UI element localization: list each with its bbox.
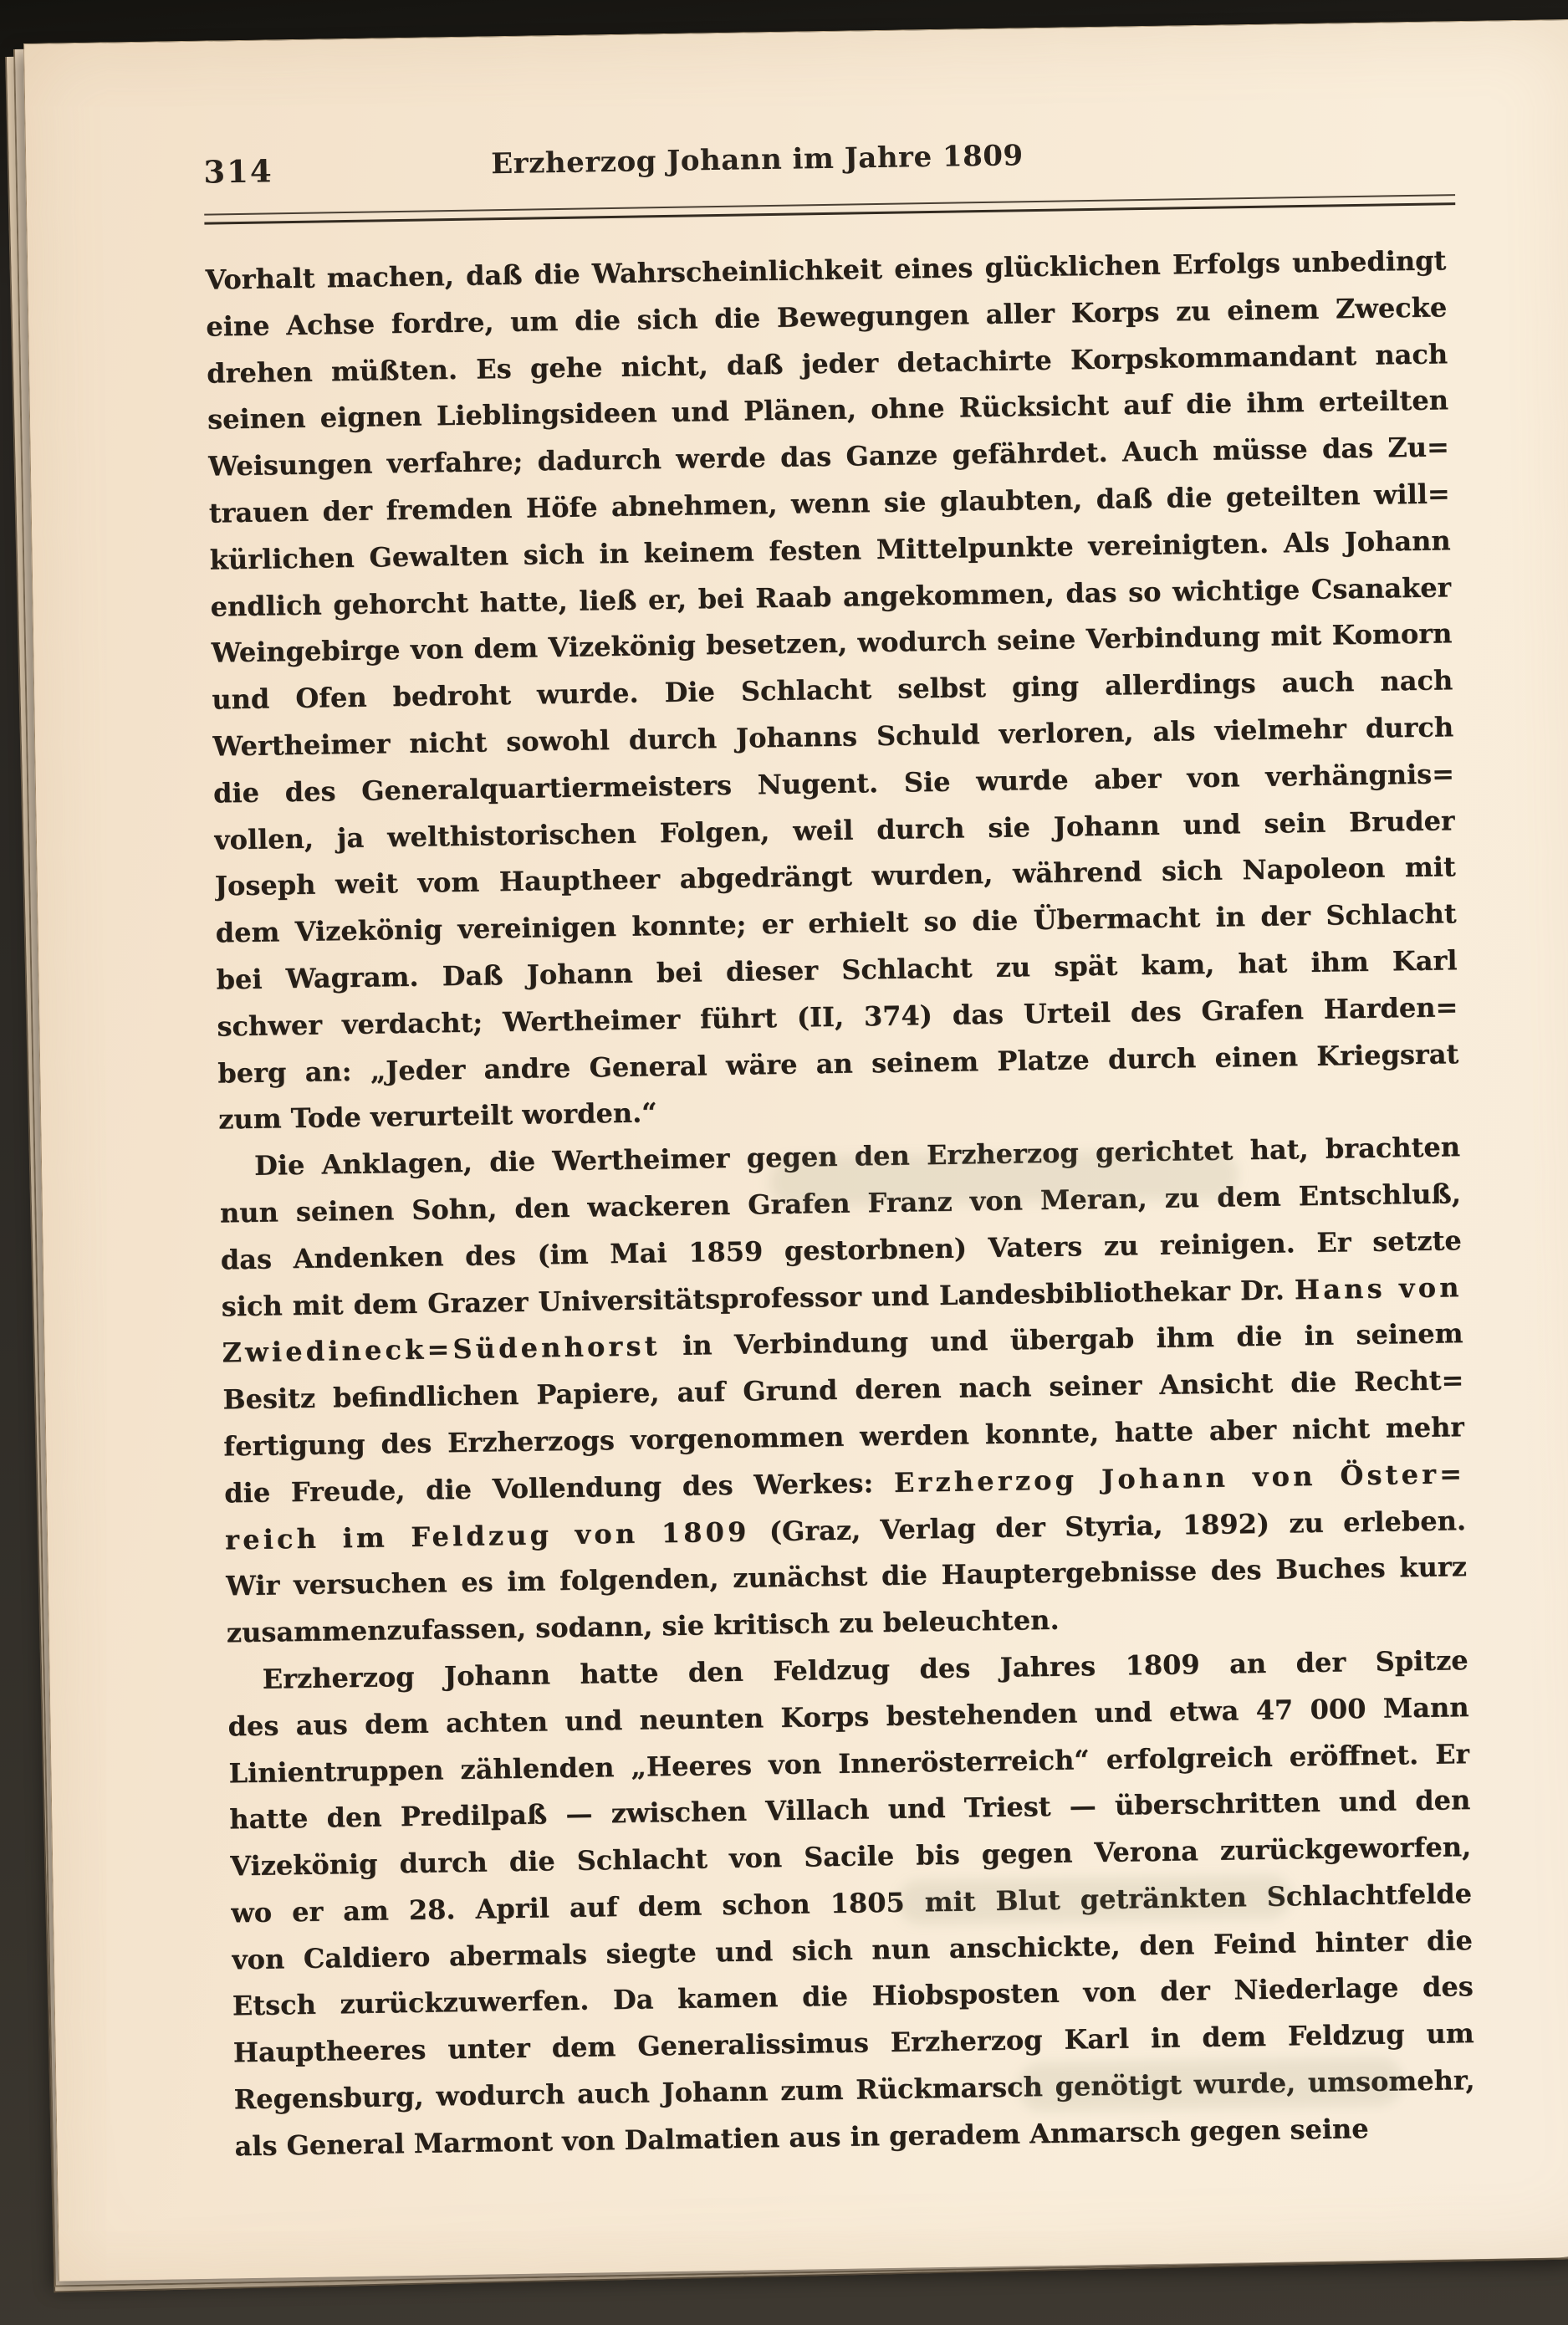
text-segment: sich mit dem Grazer Universitätsprofessor und Landesbibliothekar Dr. xyxy=(221,1273,1295,1322)
text-line: Regensburg, wodurch auch Johann zum Rückmarsch genötigt wurde, umsomehr, xyxy=(233,2064,1475,2116)
text-line: Weingebirge von dem Vizekönig besetzen, wodurch seine Verbindung mit Komorn xyxy=(211,617,1453,669)
text-segment: (Graz, Verlag der Styria, 1892) zu erleben. xyxy=(749,1504,1467,1548)
text-line: endlich gehorcht hatte, ließ er, bei Raab angekommen, das so wichtige Csanaker xyxy=(210,570,1452,623)
text-line: seinen eignen Lieblingsideen und Plänen, ohne Rücksicht auf die ihm erteilten xyxy=(207,384,1449,436)
emphasized-text: reich im Feldzug von 1809 xyxy=(224,1515,750,1556)
text-line: von Caldiero abermals siegte und sich nun anschickte, den Feind hinter die xyxy=(231,1924,1474,1976)
running-header: Erzherzog Johann im Jahre 1809 xyxy=(491,139,1024,181)
text-line: Vorhalt machen, daß die Wahrscheinlichkeit eines glücklichen Erfolgs unbedingt xyxy=(205,244,1447,296)
text-line: Joseph weit vom Hauptheer abgedrängt wurden, während sich Napoleon mit xyxy=(214,851,1456,902)
text-line: Wertheimer nicht sowohl durch Johanns Schuld verloren, als vielmehr durch xyxy=(212,711,1454,763)
text-line: Etsch zurückzuwerfen. Da kamen die Hiobsposten von der Niederlage des xyxy=(232,1970,1474,2022)
text-line: wo er am 28. April auf dem schon 1805 mit Blut getränkten Schlachtfelde xyxy=(230,1877,1473,1929)
text-line: drehen müßten. Es gehe nicht, daß jeder detachirte Korpskommandant nach xyxy=(206,337,1448,390)
text-line: das Andenken des (im Mai 1859 gestorbnen) Vaters zu reinigen. Er setzte xyxy=(220,1224,1462,1276)
emphasized-text: Hans von xyxy=(1294,1270,1463,1306)
book-page xyxy=(23,19,1568,2282)
text-line: zusammenzufassen, sodann, sie kritisch zu beleuchten. xyxy=(226,1603,1060,1649)
text-line: trauen der fremden Höfe abnehmen, wenn sie glaubten, daß die geteilten will= xyxy=(208,478,1450,529)
text-line: dem Vizekönig vereinigen konnte; er erhielt so die Übermacht in der Schlacht xyxy=(215,897,1457,949)
text-line: vollen, ja welthistorischen Folgen, weil durch sie Johann und sein Bruder xyxy=(213,804,1456,856)
text-line: eine Achse fordre, um die sich die Bewegungen aller Korps zu einem Zwecke xyxy=(206,291,1448,343)
text-segment: in Verbindung und übergab ihm die in seinem xyxy=(660,1317,1463,1362)
text-line: schwer verdacht; Wertheimer führt (II, 374) das Urteil des Grafen Harden= xyxy=(217,990,1458,1043)
text-line: des aus dem achten und neunten Korps bestehenden und etwa 47 000 Mann xyxy=(227,1690,1469,1743)
text-line: bei Wagram. Daß Johann bei dieser Schlacht zu spät kam, hat ihm Karl xyxy=(216,944,1458,996)
text-line: Linientruppen zählenden „Heeres von Innerösterreich“ erfolgreich eröffnet. Er xyxy=(228,1737,1470,1789)
page-number: 314 xyxy=(203,152,274,191)
text-line: fertigung des Erzherzogs vorgenommen werden konnte, hatte aber nicht mehr xyxy=(223,1411,1465,1463)
text-line: die des Generalquartiermeisters Nugent. Sie wurde aber von verhängnis= xyxy=(212,758,1455,810)
text-line: Wir versuchen es im folgenden, zunächst die Hauptergebnisse des Buches kurz xyxy=(225,1551,1468,1602)
emphasized-text: Erzherzog Johann von Öster= xyxy=(893,1457,1466,1499)
text-line: zum Tode verurteilt worden.“ xyxy=(217,1096,657,1136)
body-text xyxy=(205,238,1476,2170)
text-line: Weisungen verfahre; dadurch werde das Ganze gefährdet. Auch müsse das Zu= xyxy=(207,431,1450,483)
text-line: hatte den Predilpaß — zwischen Villach und Triest — überschritten und den xyxy=(229,1784,1471,1836)
text-line: Hauptheeres unter dem Generalissimus Erzherzog Karl in dem Feldzug um xyxy=(232,2017,1474,2069)
text-line: nun seinen Sohn, den wackeren Grafen Franz von Meran, zu dem Entschluß, xyxy=(219,1178,1462,1229)
emphasized-text: Zwiedineck=Südenhorst xyxy=(222,1330,661,1369)
header-rule xyxy=(204,194,1455,224)
text-line: Vizekönig durch die Schlacht von Sacile bis gegen Verona zurückgeworfen, xyxy=(229,1831,1472,1883)
text-line: Die Anklagen, die Wertheimer gegen den Erzherzog gerichtet hat, brachten xyxy=(253,1131,1461,1182)
text-line: als General Marmont von Dalmatien aus in geradem Anmarsch gegen seine xyxy=(234,2112,1369,2163)
text-line: Besitz befindlichen Papiere, auf Grund deren nach seiner Ansicht die Recht= xyxy=(222,1364,1464,1416)
text-line: und Ofen bedroht wurde. Die Schlacht selbst ging allerdings auch nach xyxy=(212,664,1453,716)
text-segment: die Freude, die Vollendung des Werkes: xyxy=(223,1466,895,1510)
text-line: kürlichen Gewalten sich in keinem festen Mittelpunkte vereinigten. Als Johann xyxy=(209,524,1451,576)
text-line: Erzherzog Johann hatte den Feldzug des Jahres 1809 an der Spitze xyxy=(262,1644,1468,1695)
text-line: berg an: „Jeder andre General wäre an seinem Platze durch einen Kriegsrat xyxy=(217,1037,1459,1090)
